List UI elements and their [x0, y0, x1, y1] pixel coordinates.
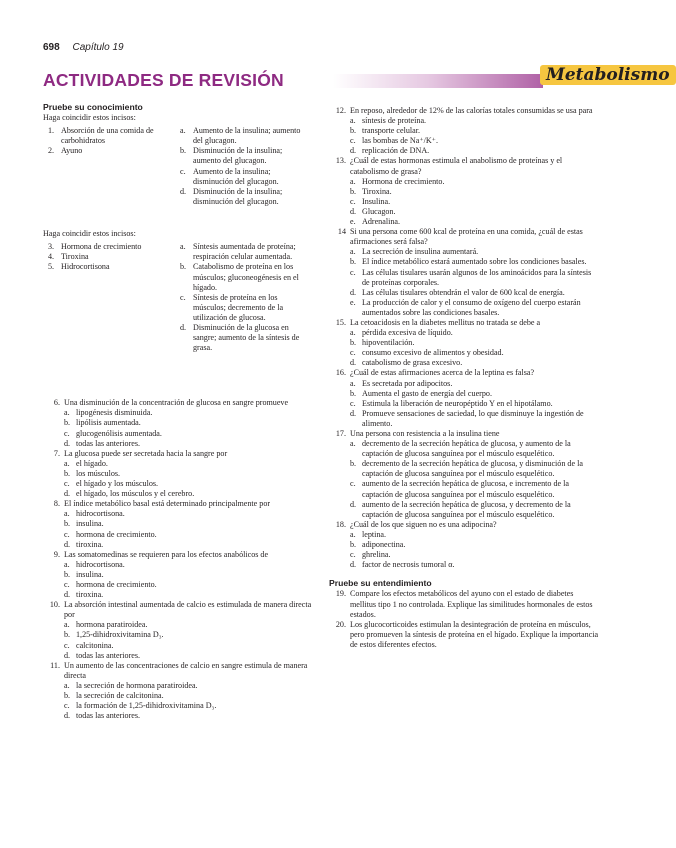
- answer-option: [329, 207, 599, 217]
- option-text: leptina.: [362, 529, 387, 539]
- option-letter: c.: [350, 196, 356, 206]
- question-stem: [43, 600, 313, 620]
- option-text: aumento de la secreción hepática de glucosa, y decremento de la captación de glucosa sanguínea por el músculo esquelético.: [362, 499, 571, 519]
- match1-intro: Haga coincidir estos incisos:: [43, 113, 136, 123]
- answer-option: [329, 389, 599, 399]
- question-stem: [329, 368, 599, 378]
- question-stem: [43, 449, 313, 459]
- question-number: 11.: [50, 660, 60, 670]
- item-text: Síntesis de proteína en los músculos; decremento de la utilización de glucosa.: [193, 292, 284, 322]
- option-text: tiroxina.: [76, 590, 104, 600]
- item-letter: d.: [180, 186, 187, 196]
- option-letter: b.: [350, 338, 357, 348]
- answer-option: [43, 701, 313, 711]
- option-letter: d.: [64, 711, 71, 721]
- option-text: decremento de la secreción hepática de glucosa, y disminución de la captación de glucosa sanguínea por el músculo esquelético.: [362, 459, 583, 479]
- match-left-item: [48, 126, 178, 146]
- question: [329, 227, 599, 318]
- question-number: 10.: [49, 600, 60, 610]
- option-letter: b.: [64, 630, 71, 640]
- answer-option: [43, 489, 313, 499]
- question-stem: [329, 429, 599, 439]
- option-letter: b.: [350, 540, 357, 550]
- option-text: tiroxina.: [76, 539, 104, 549]
- match-right-item: [180, 242, 308, 262]
- question-text: La glucosa puede ser secretada hacia la sangre por: [64, 448, 228, 458]
- question-text: ¿Cuál de estas afirmaciones acerca de la leptina es falsa?: [350, 368, 535, 378]
- answer-option: [43, 711, 313, 721]
- question-list-right: [329, 106, 599, 570]
- question-number: 15.: [335, 317, 346, 327]
- answer-option: [43, 681, 313, 691]
- answer-option: [43, 540, 313, 550]
- item-text: Tiroxina: [61, 252, 89, 262]
- question-text: Si una persona come 600 kcal de proteína en una comida, ¿cuál de estas afirmaciones será falsa?: [350, 227, 583, 247]
- question-stem: [329, 156, 599, 176]
- item-letter: b.: [180, 262, 187, 272]
- question-text: ¿Cuál de estas hormonas estimula el anabolismo de proteínas y el catabolismo de grasa?: [350, 156, 563, 176]
- question-stem: [329, 106, 599, 116]
- option-letter: b.: [64, 418, 71, 428]
- option-text: calcitonina.: [76, 640, 114, 650]
- question-text: Un aumento de las concentraciones de calcio en sangre estimula de manera directa: [64, 660, 308, 680]
- item-text: Disminución de la insulina; aumento del glucagon.: [193, 146, 283, 166]
- option-text: el hígado y los músculos.: [76, 479, 159, 489]
- option-text: Hormona de crecimiento.: [362, 176, 445, 186]
- option-letter: c.: [350, 267, 356, 277]
- option-letter: b.: [64, 519, 71, 529]
- topic-logo: Metabolismo: [540, 65, 676, 85]
- option-text: las bombas de Na⁺/K⁺.: [362, 136, 438, 146]
- answer-option: [329, 530, 599, 540]
- item-text: Síntesis aumentada de proteína; respiración celular aumentada.: [193, 242, 296, 262]
- answer-option: [329, 459, 599, 479]
- question-text: Una persona con resistencia a la insulina tiene: [350, 429, 500, 438]
- option-letter: a.: [350, 116, 356, 126]
- question-stem: [43, 661, 313, 681]
- answer-option: [329, 146, 599, 156]
- item-text: Ayuno: [61, 146, 83, 156]
- question-number: 17.: [335, 429, 346, 438]
- answer-option: [329, 560, 599, 570]
- question: [329, 589, 599, 619]
- option-letter: b.: [350, 388, 357, 398]
- option-letter: d.: [64, 590, 71, 600]
- item-text: Hormona de crecimiento: [61, 242, 142, 252]
- match-right-list: [180, 126, 308, 207]
- question: [329, 620, 599, 650]
- question: [43, 600, 313, 661]
- title-gradient-stripe: [333, 74, 543, 88]
- option-text: la secreción de hormona paratiroidea.: [76, 680, 198, 690]
- question: [329, 429, 599, 520]
- option-text: El índice metabólico estará aumentado sobre los condiciones basales.: [362, 257, 587, 267]
- option-letter: b.: [64, 569, 71, 579]
- item-letter: a.: [180, 126, 186, 136]
- answer-option: [43, 691, 313, 701]
- option-letter: a.: [64, 680, 70, 690]
- option-letter: c.: [350, 348, 356, 358]
- option-letter: d.: [64, 650, 71, 660]
- match-right-item: [180, 293, 308, 323]
- section-heading-understanding: Pruebe su entendimiento: [329, 578, 432, 589]
- answer-option: [43, 469, 313, 479]
- match2-intro: Haga coincidir estos incisos:: [43, 229, 136, 239]
- option-letter: d.: [64, 489, 71, 499]
- option-text: Promueve sensaciones de saciedad, lo que disminuye la ingestión de alimento.: [362, 408, 584, 428]
- match-right-item: [180, 126, 308, 146]
- match-right-item: [180, 167, 308, 187]
- option-text: insulina.: [76, 519, 104, 529]
- answer-option: [43, 509, 313, 519]
- question-stem: [329, 227, 599, 247]
- option-letter: a.: [64, 620, 70, 630]
- question-text: Los glucocorticoides estimulan la desintegración de proteína en músculos, pero promueven la síntesis de proteína en el hígado. Explique la importancia de estos diferentes efectos.: [350, 619, 599, 649]
- option-letter: d.: [350, 358, 357, 368]
- question-text: ¿Cuál de los que siguen no es una adipocina?: [350, 519, 497, 529]
- question: [43, 398, 313, 448]
- option-text: el hígado.: [76, 458, 108, 468]
- section-title-bar: [43, 65, 670, 92]
- answer-option: [329, 136, 599, 146]
- option-text: hormona paratiroidea.: [76, 620, 148, 630]
- item-text: Disminución de la glucosa en sangre; aumento de la síntesis de grasa.: [193, 323, 300, 353]
- match-right-list: [180, 242, 308, 353]
- answer-option: [329, 257, 599, 267]
- question: [43, 550, 313, 600]
- question-number: 7.: [53, 448, 60, 458]
- option-letter: a.: [64, 458, 70, 468]
- option-text: consumo excesivo de alimentos y obesidad.: [362, 348, 504, 358]
- option-letter: c.: [64, 428, 70, 438]
- option-letter: d.: [350, 206, 357, 216]
- question: [329, 156, 599, 227]
- item-text: Aumento de la insulina; aumento del glucagon.: [193, 126, 301, 146]
- question-stem: [43, 550, 313, 560]
- item-text: Aumento de la insulina; disminución del glucagon.: [193, 166, 279, 186]
- option-text: hormona de crecimiento.: [76, 579, 157, 589]
- item-number: 1.: [48, 126, 55, 136]
- option-letter: c.: [64, 479, 70, 489]
- option-text: Adrenalina.: [362, 217, 400, 227]
- answer-option: [329, 247, 599, 257]
- option-letter: a.: [350, 439, 356, 449]
- option-letter: c.: [64, 640, 70, 650]
- page-header: [43, 42, 124, 53]
- option-letter: c.: [64, 579, 70, 589]
- section-title: ACTIVIDADES DE REVISIÓN: [43, 70, 284, 90]
- option-text: Las células tisulares obtendrán el valor de 600 kcal de energía.: [362, 287, 565, 297]
- question-text: Compare los efectos metabólicos del ayuno con el estado de diabetes mellitus tipo 1 no controlada. Explique las similitudes hormonales de estos estados.: [350, 589, 593, 619]
- option-letter: d.: [64, 438, 71, 448]
- question-stem: [329, 620, 599, 650]
- answer-option: [329, 550, 599, 560]
- option-letter: d.: [350, 287, 357, 297]
- answer-option: [43, 459, 313, 469]
- question-text: La absorción intestinal aumentada de calcio es estimulada de manera directa por: [64, 600, 312, 620]
- item-text: Disminución de la insulina; disminución del glucagon.: [193, 186, 283, 206]
- item-letter: c.: [180, 166, 186, 176]
- question-number: 9.: [53, 549, 60, 559]
- option-text: La secreción de insulina aumentará.: [362, 247, 479, 257]
- question: [329, 520, 599, 570]
- question-number: 16.: [335, 368, 346, 378]
- option-text: todas las anteriores.: [76, 711, 141, 721]
- answer-option: [329, 540, 599, 550]
- option-letter: b.: [64, 691, 71, 700]
- answer-option: [329, 358, 599, 368]
- option-text: los músculos.: [76, 468, 121, 478]
- item-letter: d.: [180, 323, 187, 333]
- option-text: adiponectina.: [362, 540, 406, 550]
- option-text: catabolismo de grasa excesivo.: [362, 358, 463, 368]
- answer-option: [329, 409, 599, 429]
- option-text: síntesis de proteína.: [362, 116, 427, 126]
- answer-option: [329, 298, 599, 318]
- question: [43, 661, 313, 722]
- option-text: lipólisis aumentada.: [76, 418, 141, 428]
- match-right-item: [180, 187, 308, 207]
- question-stem: [43, 398, 313, 408]
- option-letter: e.: [350, 297, 356, 307]
- answer-option: [43, 570, 313, 580]
- item-letter: c.: [180, 292, 186, 302]
- match-left-item: [48, 146, 178, 156]
- option-text: pérdida excesiva de líquido.: [362, 328, 453, 338]
- question-text: El índice metabólico basal está determinado principalmente por: [64, 499, 271, 509]
- answer-option: [43, 519, 313, 529]
- answer-option: [329, 338, 599, 348]
- match-left-item: [48, 262, 178, 272]
- answer-option: [43, 408, 313, 418]
- question-stem: [329, 589, 599, 619]
- question-stem: [43, 499, 313, 509]
- answer-option: [43, 580, 313, 590]
- item-number: 5.: [48, 262, 55, 272]
- option-text: replicación de DNA.: [362, 146, 430, 156]
- option-letter: a.: [350, 378, 356, 388]
- item-text: Absorción de una comida de carbohidratos: [61, 126, 154, 146]
- option-text: todas las anteriores.: [76, 650, 141, 660]
- answer-option: [43, 479, 313, 489]
- answer-option: [329, 439, 599, 459]
- question-number: 6.: [53, 398, 60, 408]
- option-text: Es secretada por adipocitos.: [362, 378, 453, 388]
- option-text: Tiroxina.: [362, 186, 392, 196]
- option-text: la secreción de calcitonina.: [76, 691, 164, 700]
- option-letter: a.: [64, 408, 70, 418]
- option-letter: a.: [350, 529, 356, 539]
- section-heading-knowledge: Pruebe su conocimiento: [43, 102, 143, 112]
- option-letter: d.: [350, 408, 357, 418]
- answer-option: [43, 429, 313, 439]
- question-number: 20.: [335, 619, 346, 629]
- option-letter: b.: [350, 186, 357, 196]
- option-letter: d.: [350, 146, 357, 156]
- answer-option: [329, 116, 599, 126]
- question-text: Una disminución de la concentración de glucosa en sangre promueve: [64, 398, 289, 408]
- question-list-left: [43, 398, 313, 721]
- question: [329, 318, 599, 368]
- left-column: [43, 102, 313, 721]
- option-text: el hígado, los músculos y el cerebro.: [76, 489, 195, 499]
- option-letter: a.: [350, 176, 356, 186]
- option-text: Estimula la liberación de neuropéptido Y en el hipotálamo.: [362, 398, 553, 408]
- answer-option: [43, 590, 313, 600]
- item-letter: a.: [180, 242, 186, 252]
- option-text: transporte celular.: [362, 126, 420, 136]
- option-text: hipoventilación.: [362, 338, 415, 348]
- match-left-list: [48, 126, 178, 156]
- option-letter: b.: [350, 459, 357, 469]
- question: [43, 449, 313, 499]
- answer-option: [329, 177, 599, 187]
- answer-option: [329, 399, 599, 409]
- option-text: todas las anteriores.: [76, 438, 141, 448]
- option-letter: b.: [64, 468, 71, 478]
- answer-option: [329, 379, 599, 389]
- question-number: 13.: [335, 156, 346, 166]
- question-number: 8.: [53, 499, 60, 509]
- option-text: hidrocortisona.: [76, 559, 125, 569]
- chapter-label: Capítulo 19: [72, 42, 124, 53]
- answer-option: [329, 217, 599, 227]
- option-text: ghrelina.: [362, 550, 391, 560]
- answer-option: [329, 268, 599, 288]
- question-number: 14: [337, 227, 346, 237]
- answer-option: [43, 560, 313, 570]
- option-letter: b.: [350, 126, 357, 136]
- option-text: glucogenólisis aumentada.: [76, 428, 162, 438]
- option-text: factor de necrosis tumoral α.: [362, 560, 455, 570]
- option-letter: a.: [350, 247, 356, 257]
- item-number: 2.: [48, 146, 55, 156]
- question: [329, 368, 599, 429]
- option-text: hidrocortisona.: [76, 509, 125, 519]
- question-number: 12.: [335, 106, 346, 115]
- match-exercise-1: [43, 126, 313, 229]
- item-number: 4.: [48, 252, 55, 262]
- option-letter: c.: [350, 398, 356, 408]
- option-letter: c.: [350, 550, 356, 560]
- match-right-item: [180, 323, 308, 353]
- answer-option: [43, 620, 313, 630]
- answer-option: [43, 439, 313, 449]
- answer-option: [329, 500, 599, 520]
- match-left-list: [48, 242, 178, 272]
- answer-option: [43, 630, 313, 640]
- answer-option: [43, 641, 313, 651]
- question-text: La cetoacidosis en la diabetes mellitus no tratada se debe a: [350, 317, 541, 327]
- option-letter: c.: [350, 479, 356, 489]
- match-right-item: [180, 146, 308, 166]
- question: [329, 106, 599, 156]
- item-text: Hidrocortisona: [61, 262, 110, 272]
- question-text: Las somatomedinas se requieren para los efectos anabólicos de: [64, 549, 269, 559]
- answer-option: [329, 126, 599, 136]
- item-number: 3.: [48, 242, 55, 252]
- option-text: la formación de 1,25-dihidroxivitamina D₃.: [76, 701, 217, 711]
- item-letter: b.: [180, 146, 187, 156]
- option-text: lipogénesis disminuida.: [76, 408, 153, 418]
- item-text: Catabolismo de proteína en los músculos; gluconeogénesis en el hígado.: [193, 262, 299, 292]
- answer-option: [329, 479, 599, 499]
- question-stem: [329, 520, 599, 530]
- answer-option: [43, 530, 313, 540]
- option-letter: c.: [64, 529, 70, 539]
- match-left-item: [48, 242, 178, 252]
- answer-option: [329, 197, 599, 207]
- option-text: hormona de crecimiento.: [76, 529, 157, 539]
- question-stem: [329, 318, 599, 328]
- right-column: [329, 102, 599, 650]
- page-number: 698: [43, 42, 60, 53]
- option-text: insulina.: [76, 569, 104, 579]
- match-exercise-2: [43, 242, 313, 398]
- question-text: En reposo, alrededor de 12% de las calorías totales consumidas se usa para: [350, 106, 593, 115]
- option-letter: c.: [64, 701, 70, 711]
- option-letter: c.: [350, 136, 356, 146]
- option-letter: a.: [64, 509, 70, 519]
- answer-option: [43, 651, 313, 661]
- question: [43, 499, 313, 549]
- option-letter: a.: [350, 328, 356, 338]
- option-text: aumento de la secreción hepática de glucosa, e incremento de la captación de glucosa sanguínea por el músculo esquelético.: [362, 479, 569, 499]
- option-text: decremento de la secreción hepática de glucosa, y aumento de la captación de glucosa sanguínea por el músculo esquelético.: [362, 439, 571, 459]
- option-text: La producción de calor y el consumo de oxígeno del cuerpo estarán aumentados sobre las condiciones basales.: [362, 297, 581, 317]
- answer-option: [329, 187, 599, 197]
- option-letter: d.: [350, 499, 357, 509]
- match-right-item: [180, 262, 308, 292]
- option-text: Insulina.: [362, 196, 391, 206]
- option-letter: e.: [350, 217, 356, 227]
- option-text: Glucagon.: [362, 206, 396, 216]
- question-list-understanding: [329, 589, 599, 650]
- question-number: 19.: [335, 589, 346, 599]
- option-letter: d.: [64, 539, 71, 549]
- match-left-item: [48, 252, 178, 262]
- answer-option: [329, 288, 599, 298]
- option-text: 1,25-dihidroxivitamina D₃.: [76, 630, 164, 640]
- option-letter: d.: [350, 560, 357, 570]
- option-text: Las células tisulares usarán algunos de los aminoácidos para la síntesis de proteínas corporales.: [362, 267, 592, 287]
- option-letter: b.: [350, 257, 357, 267]
- answer-option: [43, 418, 313, 428]
- answer-option: [329, 348, 599, 358]
- question-number: 18.: [335, 519, 346, 529]
- option-letter: a.: [64, 559, 70, 569]
- answer-option: [329, 328, 599, 338]
- option-text: Aumenta el gasto de energía del cuerpo.: [362, 388, 492, 398]
